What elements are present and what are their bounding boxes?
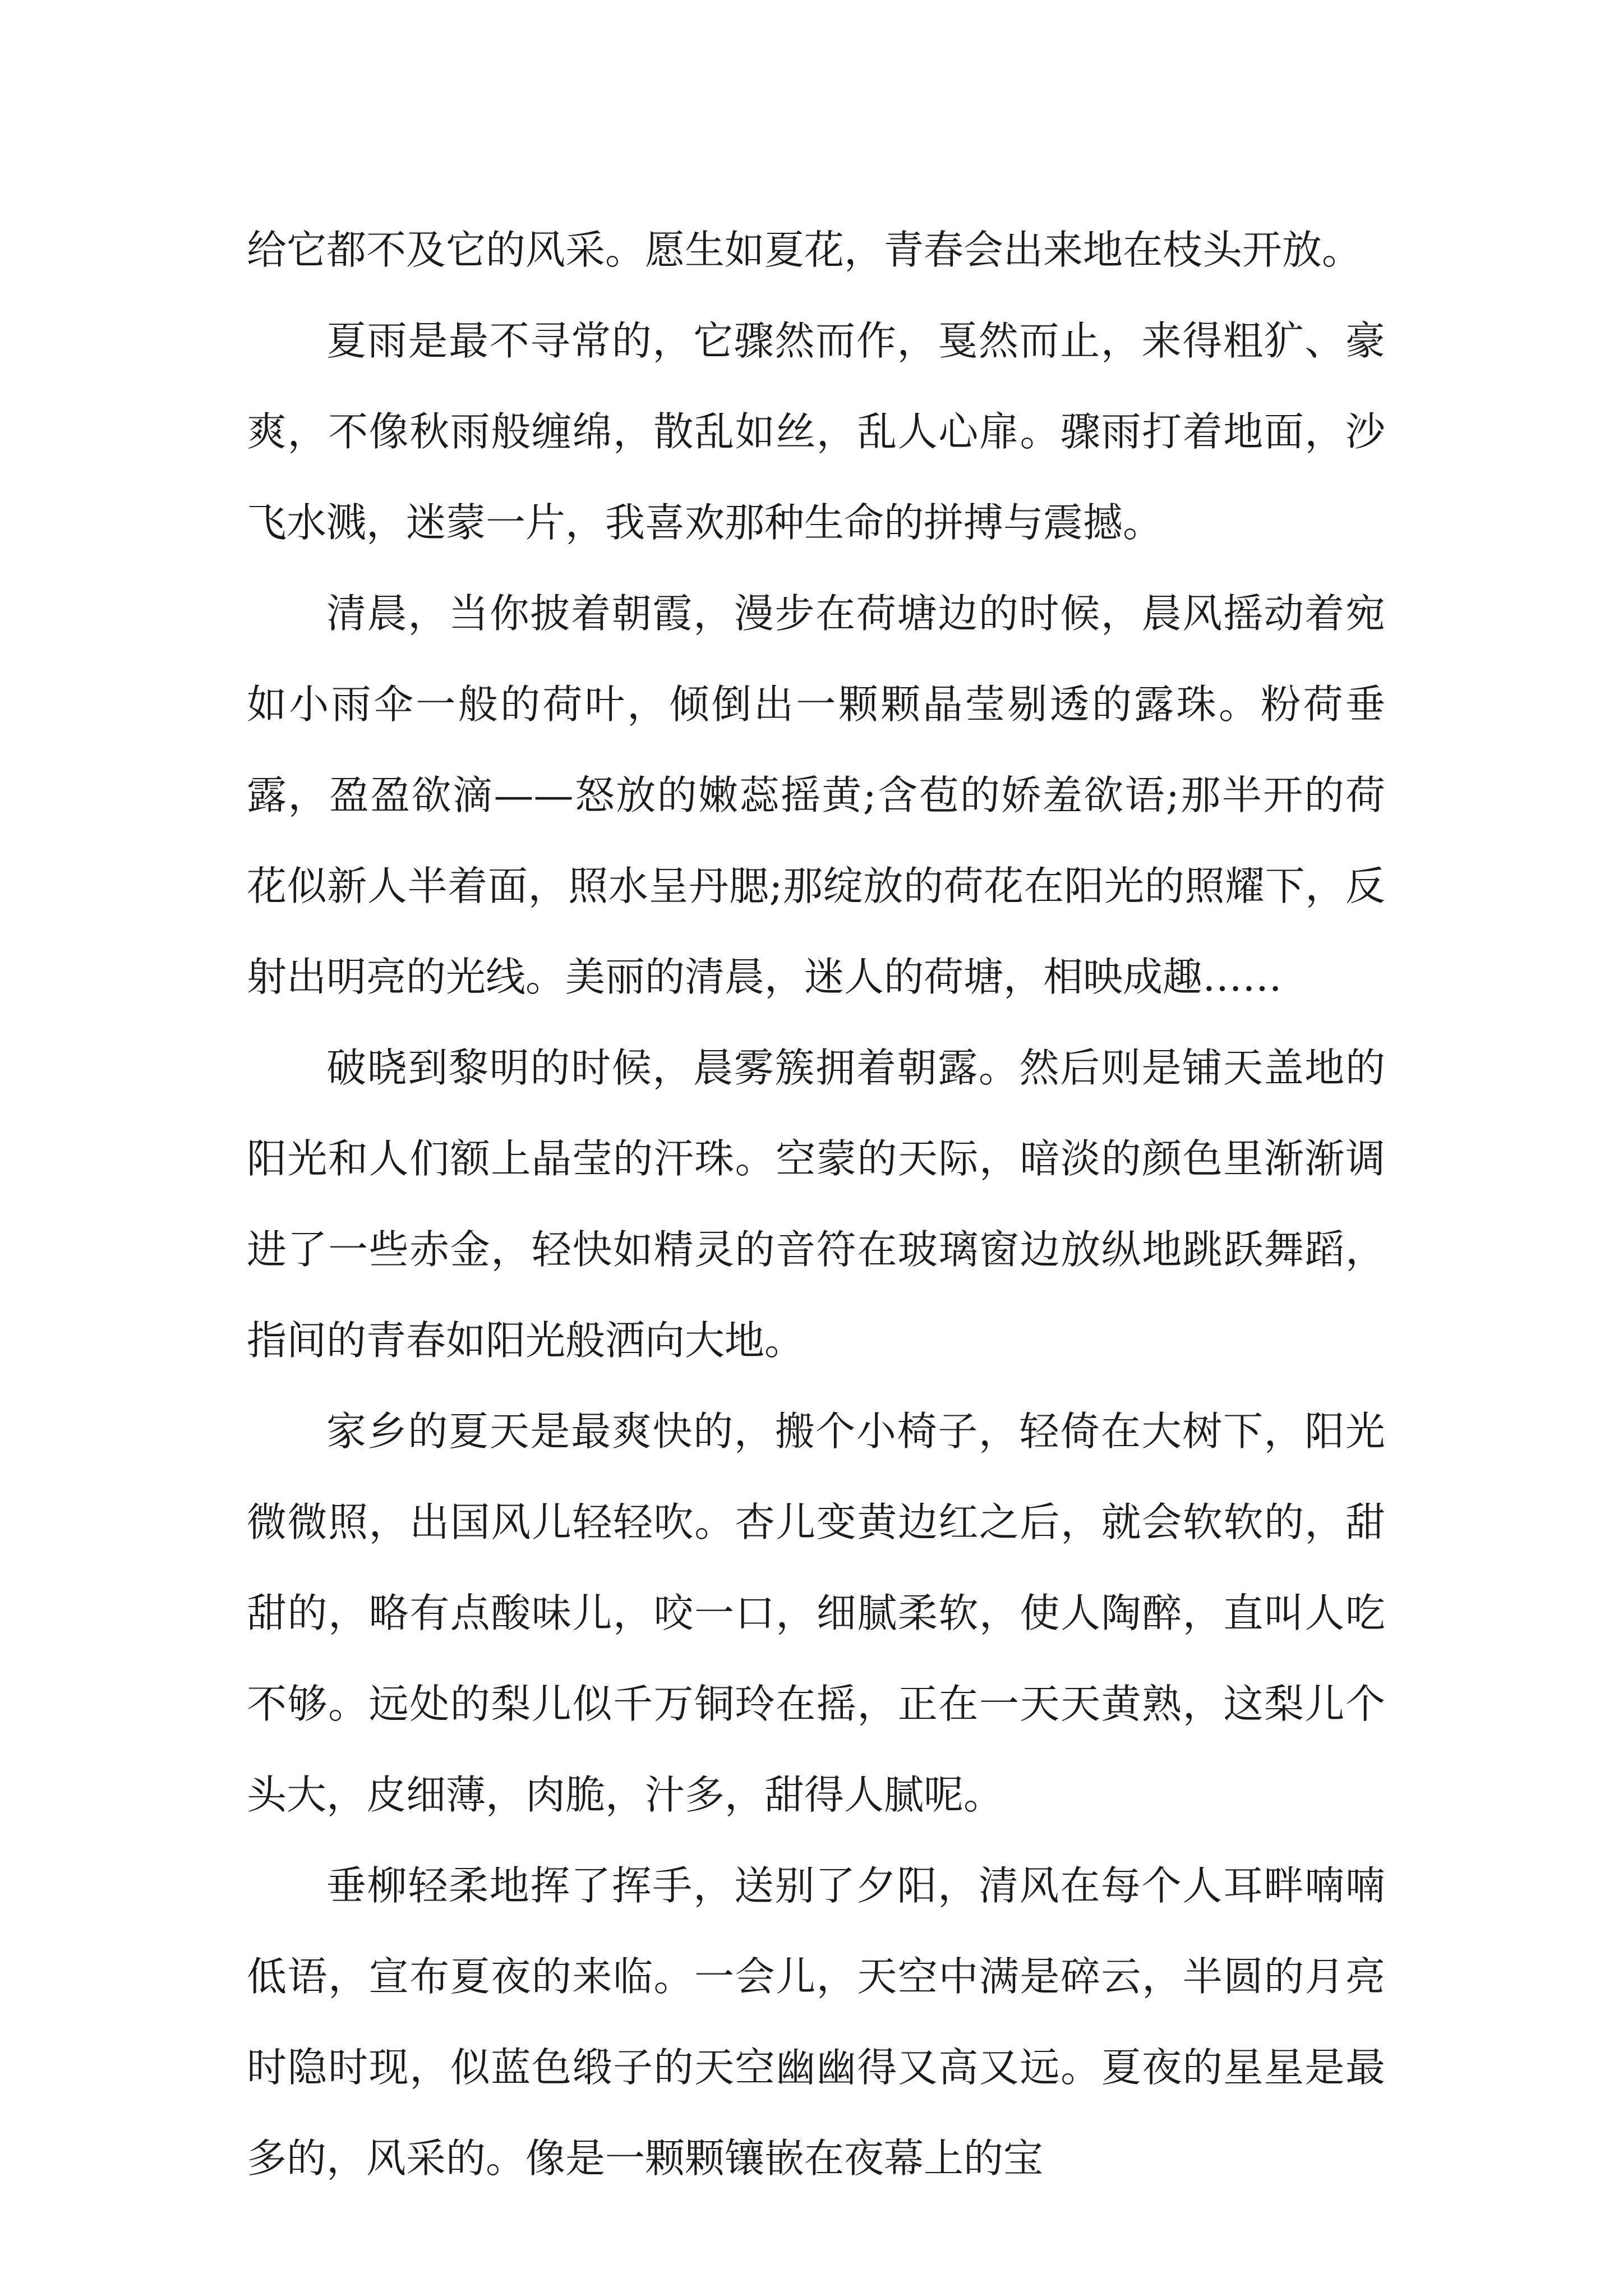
paragraph-2: 夏雨是最不寻常的，它骤然而作，戛然而止，来得粗犷、豪爽，不像秋雨般缠绵，散乱如丝，乱人心扉。骤雨打着地面，沙飞水溅，迷蒙一片，我喜欢那种生命的拼搏与震撼。 [247,318,1385,546]
paragraph-4: 破晓到黎明的时候，晨雾簇拥着朝露。然后则是铺天盖地的阳光和人们额上晶莹的汗珠。空蒙的天际，暗淡的颜色里渐渐调进了一些赤金，轻快如精灵的音符在玻璃窗边放纵地跳跃舞蹈，指间的青春如阳光般洒向大地。 [247,1045,1385,1364]
paragraph-1: 给它都不及它的风采。愿生如夏花，青春会出来地在枝头开放。 [247,227,1362,273]
document-page [247,205,1385,2204]
paragraph-5: 家乡的夏天是最爽快的，搬个小椅子，轻倚在大树下，阳光微微照，出国风儿轻轻吹。杏儿变黄边红之后，就会软软的，甜甜的，略有点酸味儿，咬一口，细腻柔软，使人陶醉，直叫人吃不够。远处的梨儿似千万铜玲在摇，正在一天天黄熟，这梨儿个头大，皮细薄，肉脆，汁多，甜得人腻呢。 [247,1408,1385,1818]
paragraph-3: 清晨，当你披着朝霞，漫步在荷塘边的时候，晨风摇动着宛如小雨伞一般的荷叶，倾倒出一颗颗晶莹剔透的露珠。粉荷垂露，盈盈欲滴——怒放的嫩蕊摇黄;含苞的娇羞欲语;那半开的荷花似新人半着面，照水呈丹腮;那绽放的荷花在阳光的照耀下，反射出明亮的光线。美丽的清晨，迷人的荷塘，相映成趣…… [247,590,1385,1000]
paragraph-6: 垂柳轻柔地挥了挥手，送别了夕阳，清风在每个人耳畔喃喃低语，宣布夏夜的来临。一会儿，天空中满是碎云，半圆的月亮时隐时现，似蓝色缎子的天空幽幽得又高又远。夏夜的星星是最多的，风采的。像是一颗颗镶嵌在夜幕上的宝 [247,1862,1385,2182]
